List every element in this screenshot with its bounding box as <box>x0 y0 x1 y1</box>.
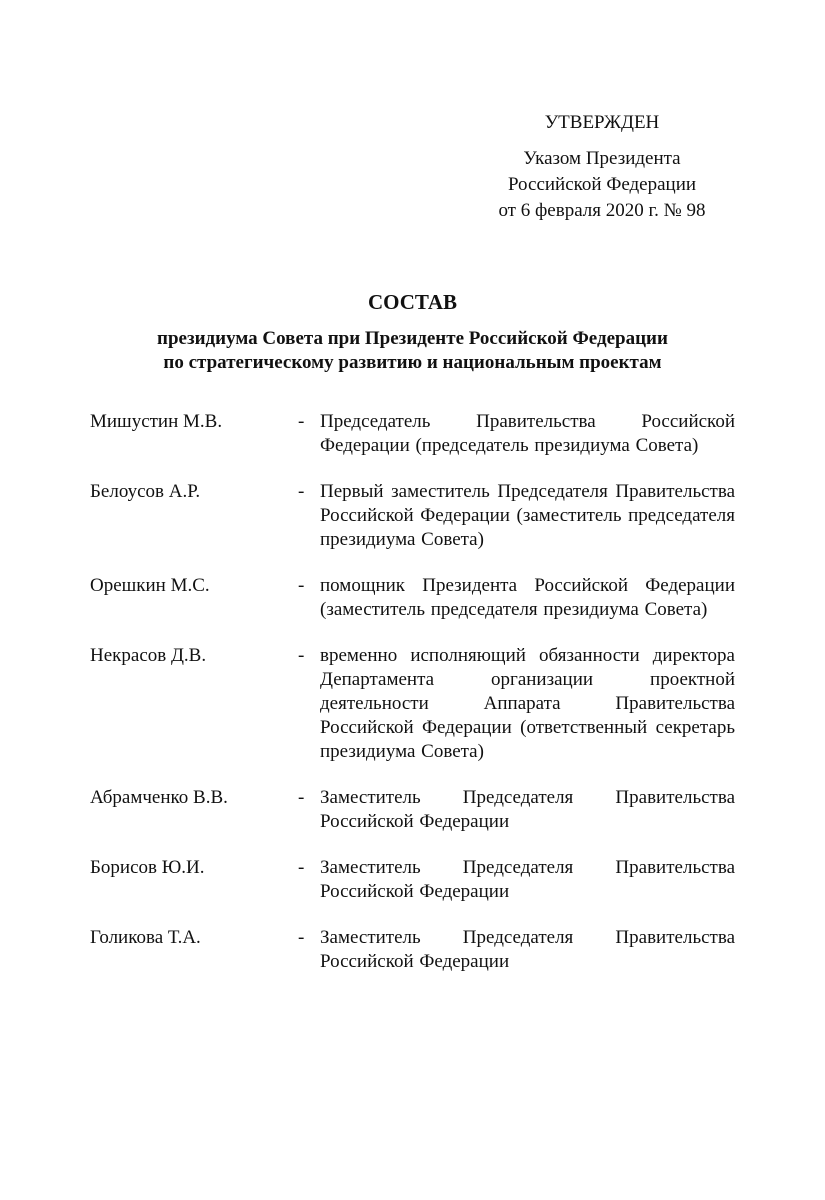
member-dash: - <box>298 411 305 432</box>
member-dash: - <box>298 575 305 596</box>
approval-line: Указом Президента <box>523 148 681 169</box>
member-name: Белоусов А.Р. <box>90 481 201 502</box>
document-subtitle <box>0 327 825 375</box>
member-name: Мишустин М.В. <box>90 411 223 432</box>
member-dash: - <box>298 787 305 808</box>
approval-heading: УТВЕРЖДЕН <box>544 112 660 133</box>
member-role: Председатель Правительства Российской Федерации (председатель президиума Совета) <box>320 411 735 456</box>
approval-stamp <box>480 110 724 224</box>
member-name: Орешкин М.С. <box>90 575 210 596</box>
member-dash: - <box>298 481 305 502</box>
member-role: Первый заместитель Председателя Правительства Российской Федерации (заместитель председателя президиума Совета) <box>320 481 735 550</box>
member-role: временно исполняющий обязанности директора Департамента организации проектной деятельности Аппарата Правительства Российской Федерации (ответственный секретарь президиума Совета) <box>320 645 735 762</box>
member-dash: - <box>298 927 305 948</box>
member-dash: - <box>298 857 305 878</box>
document-title: СОСТАВ <box>367 290 458 314</box>
approval-line: от 6 февраля 2020 г. № 98 <box>498 200 706 221</box>
subtitle-line-1: президиума Совета при Президенте Российской Федерации <box>157 328 668 349</box>
member-row <box>90 574 735 622</box>
member-role: Заместитель Председателя Правительства Российской Федерации <box>320 787 735 832</box>
member-role: помощник Президента Российской Федерации (заместитель председателя президиума Совета) <box>320 575 735 620</box>
member-row <box>90 410 735 458</box>
members-list <box>90 410 735 974</box>
subtitle-line-2: по стратегическому развитию и национальным проектам <box>163 352 662 373</box>
member-name: Некрасов Д.В. <box>90 645 207 666</box>
member-name: Голикова Т.А. <box>90 927 201 948</box>
member-name: Борисов Ю.И. <box>90 857 205 878</box>
member-dash: - <box>298 645 305 666</box>
member-row <box>90 644 735 764</box>
member-role: Заместитель Председателя Правительства Российской Федерации <box>320 857 735 902</box>
member-row <box>90 856 735 904</box>
member-row <box>90 786 735 834</box>
approval-line: Российской Федерации <box>507 174 697 195</box>
member-row <box>90 480 735 552</box>
member-row <box>90 926 735 974</box>
member-role: Заместитель Председателя Правительства Российской Федерации <box>320 927 735 972</box>
member-name: Абрамченко В.В. <box>90 787 228 808</box>
